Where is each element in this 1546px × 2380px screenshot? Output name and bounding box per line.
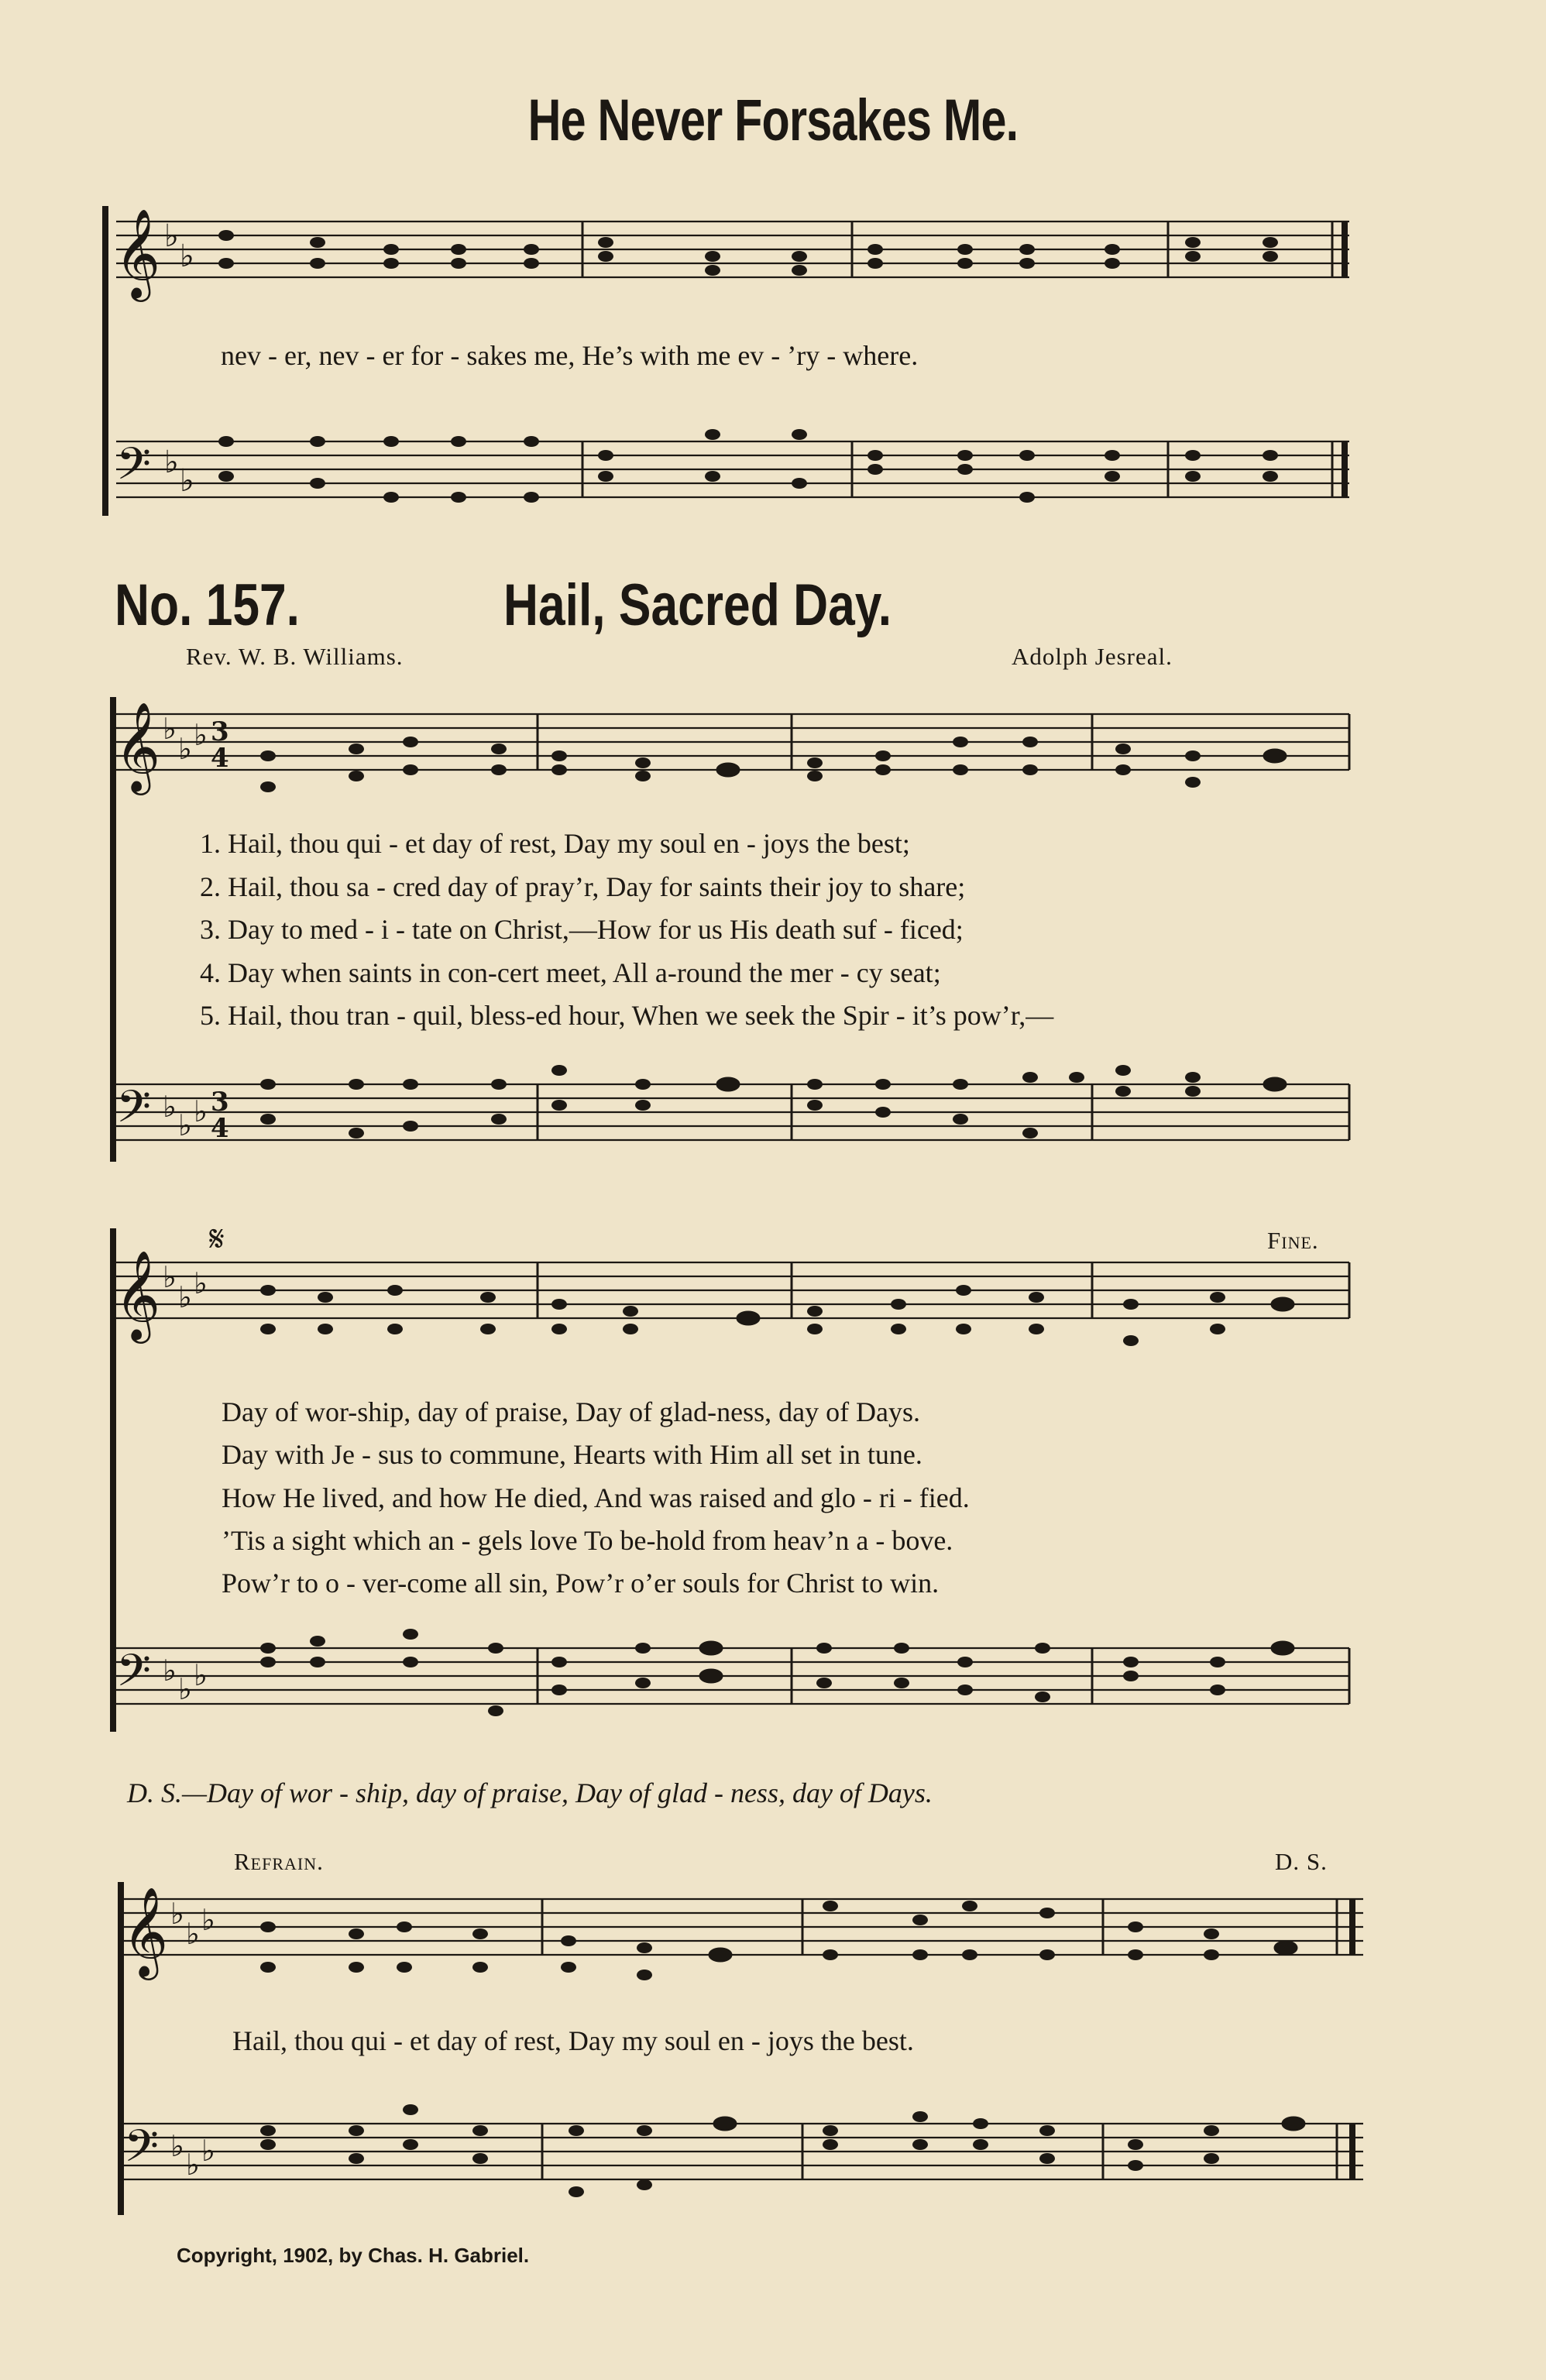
svg-text:♭: ♭ [194,718,208,752]
svg-text:♭: ♭ [201,1903,215,1937]
time-signature-icon: 3 [211,716,229,747]
refrain-label: Refrain. [234,1848,324,1875]
top-treble-notes [218,230,1278,276]
verse-bass-staff [0,1044,1546,1176]
verse-line-4: 4. Day when saints in con-cert meet, All a-round the mer - cy seat; [200,957,941,988]
svg-text:𝄢: 𝄢 [116,1080,152,1144]
bass-clef-icon: 𝄢 [116,438,152,501]
verse-treble-staff [0,682,1546,813]
top-bass-notes [218,429,1278,503]
svg-text:♭: ♭ [186,1917,200,1951]
flat-icon: ♭ [164,218,179,254]
svg-text:𝄞: 𝄞 [122,1886,169,1976]
svg-text:♭: ♭ [163,1654,177,1688]
svg-text:♭: ♭ [178,1672,192,1706]
svg-text:♭: ♭ [170,2129,184,2163]
chorus-line-3: How He lived, and how He died, And was raised and glo - ri - fied. [222,1482,970,1513]
verse-line-2: 2. Hail, thou sa - cred day of pray’r, Day for saints their joy to share; [200,871,966,902]
svg-text:♭: ♭ [164,445,179,480]
verse-line-3: 3. Day to med - i - tate on Christ,—How for us His death suf - ficed; [200,914,964,945]
svg-text:♭: ♭ [180,239,194,274]
svg-text:♭: ♭ [178,1280,192,1314]
svg-text:♭: ♭ [194,1266,208,1300]
refrain-bass-staff [0,2083,1546,2215]
top-bass-staff [0,410,1546,527]
svg-text:♭: ♭ [163,1260,177,1294]
treble-clef-icon: 𝄞 [115,208,161,298]
svg-text:𝄢: 𝄢 [116,1644,152,1708]
svg-text:♭: ♭ [186,2148,200,2182]
svg-text:4: 4 [211,1113,229,1144]
ds-line: D. S.—Day of wor - ship, day of praise, Day of glad - ness, day of Days. [127,1777,933,1808]
chorus-line-5: Pow’r to o - ver-come all sin, Pow’r o’er souls for Christ to win. [222,1568,940,1599]
verse-line-5: 5. Hail, thou tran - quil, bless-ed hour, When we seek the Spir - it’s pow’r,— [200,1000,1054,1031]
svg-text:♭: ♭ [194,1094,208,1128]
verse-line-1: 1. Hail, thou qui - et day of rest, Day my soul en - joys the best; [200,828,910,859]
svg-text:♭: ♭ [163,1090,177,1124]
svg-text:♭: ♭ [178,1108,192,1142]
top-song-lyric: nev - er, nev - er for - sakes me, He’s with me ev - ’ry - where. [221,340,919,371]
chorus-line-1: Day of wor-ship, day of praise, Day of glad-ness, day of Days. [222,1396,921,1427]
author-credit: Rev. W. B. Williams. [186,643,404,670]
fine-label: Fine. [1267,1227,1319,1254]
svg-text:3: 3 [211,1087,229,1118]
hymn-title: Hail, Sacred Day. [503,572,892,638]
ds-label: D. S. [1275,1848,1328,1875]
copyright-notice: Copyright, 1902, by Chas. H. Gabriel. [177,2244,530,2267]
svg-text:𝄞: 𝄞 [115,1249,161,1340]
refrain-treble-staff [0,1859,1546,1990]
top-treble-staff [0,191,1546,307]
svg-text:♭: ♭ [170,1897,184,1931]
chorus-line-2: Day with Je - sus to commune, Hearts with Him all set in tune. [222,1439,922,1470]
svg-text:♭: ♭ [201,2134,215,2168]
svg-text:♭: ♭ [178,732,192,766]
hymn-number: No. 157. [115,572,301,638]
composer-credit: Adolph Jesreal. [1012,643,1173,670]
svg-text:♭: ♭ [194,1658,208,1692]
segno-icon: 𝄋 [209,1217,225,1259]
svg-text:♭: ♭ [180,463,194,499]
svg-text:♭: ♭ [163,712,177,746]
svg-text:𝄞: 𝄞 [115,701,161,792]
svg-text:4: 4 [211,743,229,774]
chorus-line-4: ’Tis a sight which an - gels love To be-hold from heav’n a - bove. [222,1525,953,1556]
refrain-lyric: Hail, thou qui - et day of rest, Day my soul en - joys the best. [232,2025,914,2056]
chorus-bass-staff [0,1616,1546,1747]
song-title-top: He Never Forsakes Me. [527,88,1019,153]
svg-text:𝄢: 𝄢 [124,2120,160,2183]
